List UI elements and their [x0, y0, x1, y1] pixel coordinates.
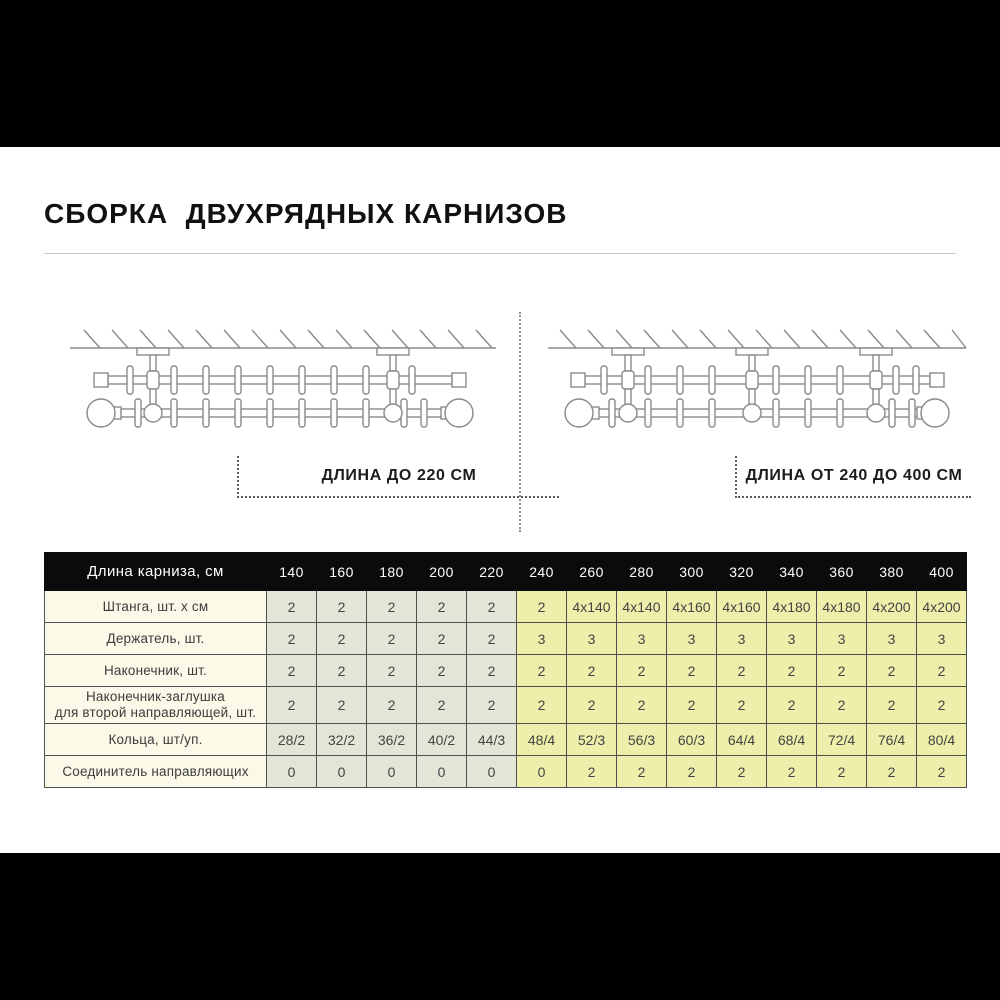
assembly-table-wrap	[44, 552, 967, 788]
table-cell: 2	[417, 591, 467, 623]
table-header-cell: 320	[717, 553, 767, 591]
table-cell: 2	[367, 623, 417, 655]
table-cell: 0	[317, 756, 367, 788]
table-cell: 0	[367, 756, 417, 788]
table-cell: 76/4	[867, 724, 917, 756]
table-cell: 56/3	[617, 724, 667, 756]
table-row	[45, 756, 967, 788]
table-cell: 4x200	[917, 591, 967, 623]
table-header-cell: 220	[467, 553, 517, 591]
table-cell: 3	[567, 623, 617, 655]
table-header-cell: 260	[567, 553, 617, 591]
row-label: Кольца, шт/уп.	[45, 724, 267, 756]
row-label: Наконечник, шт.	[45, 655, 267, 687]
table-cell: 2	[517, 655, 567, 687]
row-label: Наконечник-заглушка для второй направляющей, шт.	[45, 687, 267, 724]
table-cell: 2	[917, 655, 967, 687]
table-header-row	[45, 553, 967, 591]
table-cell: 48/4	[517, 724, 567, 756]
table-header-cell: 240	[517, 553, 567, 591]
row-label: Держатель, шт.	[45, 623, 267, 655]
table-cell: 2	[667, 756, 717, 788]
table-cell: 2	[267, 623, 317, 655]
table-cell: 68/4	[767, 724, 817, 756]
row-label: Соединитель направляющих	[45, 756, 267, 788]
table-cell: 64/4	[717, 724, 767, 756]
table-cell: 4x140	[567, 591, 617, 623]
table-cell: 2	[617, 655, 667, 687]
table-cell: 3	[667, 623, 717, 655]
table-cell: 2	[317, 591, 367, 623]
table-cell: 3	[867, 623, 917, 655]
table-cell: 2	[567, 687, 617, 724]
table-row	[45, 724, 967, 756]
table-header-cell: 180	[367, 553, 417, 591]
table-cell: 2	[667, 655, 717, 687]
table-cell: 2	[767, 687, 817, 724]
table-header-cell: 380	[867, 553, 917, 591]
table-row	[45, 687, 967, 724]
table-cell: 2	[767, 655, 817, 687]
table-cell: 4x180	[767, 591, 817, 623]
table-cell: 72/4	[817, 724, 867, 756]
table-cell: 3	[817, 623, 867, 655]
table-cell: 0	[517, 756, 567, 788]
table-cell: 2	[817, 756, 867, 788]
cornice-drawing-long-icon	[540, 318, 970, 448]
table-cell: 2	[367, 687, 417, 724]
table-cell: 44/3	[467, 724, 517, 756]
table-cell: 4x140	[617, 591, 667, 623]
bottom-black-bar	[0, 853, 1000, 1000]
table-cell: 36/2	[367, 724, 417, 756]
table-cell: 2	[267, 591, 317, 623]
table-header-cell: 200	[417, 553, 467, 591]
table-header-cell: 360	[817, 553, 867, 591]
table-cell: 2	[467, 591, 517, 623]
table-row	[45, 623, 967, 655]
table-cell: 2	[667, 687, 717, 724]
table-cell: 2	[717, 655, 767, 687]
table-cell: 60/3	[667, 724, 717, 756]
table-cell: 2	[267, 687, 317, 724]
table-cell: 2	[467, 623, 517, 655]
table-header-cell: 300	[667, 553, 717, 591]
table-cell: 2	[817, 655, 867, 687]
table-cell: 2	[417, 687, 467, 724]
diagram-label-long: ДЛИНА ОТ 240 ДО 400 СМ	[735, 456, 971, 498]
table-cell: 2	[867, 655, 917, 687]
table-cell: 3	[617, 623, 667, 655]
table-cell: 52/3	[567, 724, 617, 756]
table-cell: 3	[717, 623, 767, 655]
table-cell: 3	[517, 623, 567, 655]
table-cell: 0	[267, 756, 317, 788]
table-cell: 2	[917, 687, 967, 724]
table-cell: 2	[567, 655, 617, 687]
table-cell: 2	[567, 756, 617, 788]
table-row	[45, 591, 967, 623]
table-cell: 2	[817, 687, 867, 724]
cornice-drawing-short-icon	[60, 318, 502, 448]
table-cell: 4x160	[667, 591, 717, 623]
table-cell: 2	[317, 655, 367, 687]
diagram-label-short: ДЛИНА ДО 220 СМ	[237, 456, 559, 498]
assembly-table	[44, 552, 967, 788]
table-cell: 2	[317, 687, 367, 724]
table-cell: 28/2	[267, 724, 317, 756]
table-row	[45, 655, 967, 687]
table-cell: 4x200	[867, 591, 917, 623]
table-cell: 4x180	[817, 591, 867, 623]
table-cell: 2	[867, 756, 917, 788]
cornice-diagram-long	[540, 318, 970, 448]
table-header-cell: 280	[617, 553, 667, 591]
table-cell: 2	[517, 591, 567, 623]
table-cell: 3	[767, 623, 817, 655]
cornice-diagram-short	[60, 318, 502, 448]
table-cell: 2	[267, 655, 317, 687]
table-cell: 2	[867, 687, 917, 724]
table-cell: 2	[917, 756, 967, 788]
table-header-cell: 400	[917, 553, 967, 591]
table-cell: 2	[317, 623, 367, 655]
table-cell: 2	[717, 687, 767, 724]
table-cell: 2	[417, 623, 467, 655]
table-header-cell: 140	[267, 553, 317, 591]
table-cell: 2	[467, 687, 517, 724]
table-cell: 2	[417, 655, 467, 687]
table-cell: 80/4	[917, 724, 967, 756]
table-cell: 2	[617, 756, 667, 788]
title-underline	[44, 253, 956, 254]
table-cell: 32/2	[317, 724, 367, 756]
table-header-cell: 340	[767, 553, 817, 591]
table-cell: 2	[467, 655, 517, 687]
page-title: СБОРКА ДВУХРЯДНЫХ КАРНИЗОВ	[44, 198, 568, 229]
table-cell: 2	[717, 756, 767, 788]
top-black-bar	[0, 0, 1000, 147]
table-cell: 3	[917, 623, 967, 655]
table-cell: 2	[367, 655, 417, 687]
diagram-divider-dotted-line	[519, 312, 521, 532]
table-cell: 40/2	[417, 724, 467, 756]
table-cell: 0	[417, 756, 467, 788]
table-header-label: Длина карниза, см	[45, 553, 267, 591]
table-cell: 4x160	[717, 591, 767, 623]
table-cell: 2	[517, 687, 567, 724]
row-label: Штанга, шт. х см	[45, 591, 267, 623]
table-cell: 2	[367, 591, 417, 623]
table-header-cell: 160	[317, 553, 367, 591]
table-cell: 2	[617, 687, 667, 724]
table-cell: 2	[767, 756, 817, 788]
table-cell: 0	[467, 756, 517, 788]
